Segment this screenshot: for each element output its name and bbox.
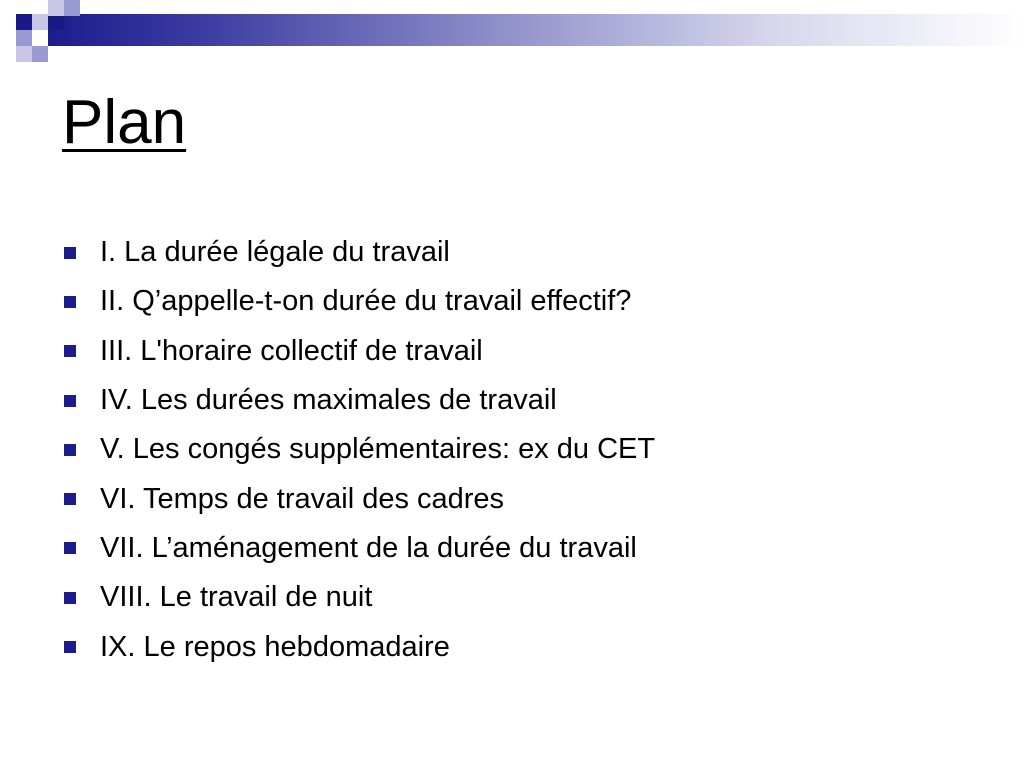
- square-bullet-icon: [64, 345, 76, 357]
- square-bullet-icon: [64, 395, 76, 407]
- list-item-text: VII. L’aménagement de la durée du travail: [100, 531, 637, 564]
- list-item: [64, 573, 655, 622]
- list-item-text: I. La durée légale du travail: [100, 236, 450, 269]
- list-item-text: VI. Temps de travail des cadres: [100, 482, 505, 515]
- square-bullet-icon: [64, 641, 76, 653]
- list-item: [64, 425, 655, 474]
- square-bullet-icon: [64, 493, 76, 505]
- list-item-text: IX. Le repos hebdomadaire: [100, 630, 450, 663]
- list-item: [64, 474, 655, 523]
- header-gradient-bar: [48, 14, 1024, 46]
- square-bullet-icon: [64, 592, 76, 604]
- list-item: [64, 327, 655, 376]
- list-item: [64, 622, 655, 671]
- list-item: [64, 228, 655, 277]
- list-item: [64, 524, 655, 573]
- list-item-text: V. Les congés supplémentaires: ex du CET: [100, 433, 656, 466]
- list-item: [64, 277, 655, 326]
- bullet-list: [64, 228, 655, 672]
- square-bullet-icon: [64, 542, 76, 554]
- list-item-text: II. Q’appelle-t-on durée du travail effectif?: [100, 285, 632, 318]
- slide-title: Plan: [62, 88, 187, 157]
- square-bullet-icon: [64, 444, 76, 456]
- list-item: [64, 376, 655, 425]
- square-bullet-icon: [64, 247, 76, 259]
- list-item-text: VIII. Le travail de nuit: [100, 581, 373, 614]
- list-item-text: III. L'horaire collectif de travail: [100, 334, 483, 367]
- list-item-text: IV. Les durées maximales de travail: [100, 384, 557, 417]
- square-bullet-icon: [64, 296, 76, 308]
